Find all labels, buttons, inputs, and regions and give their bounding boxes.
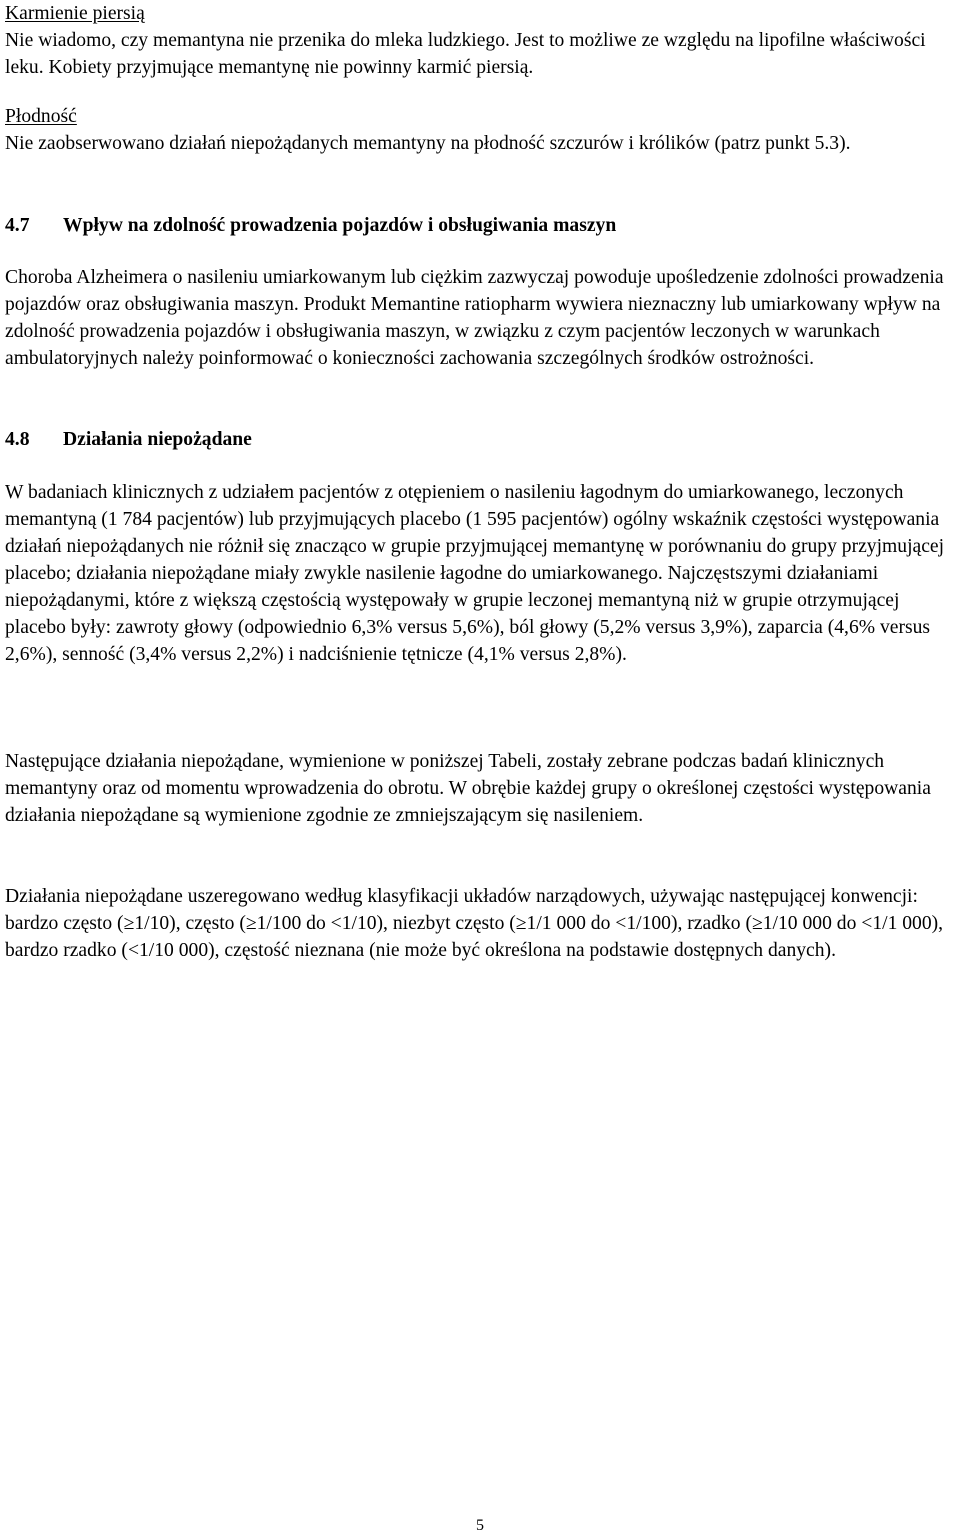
breastfeeding-section: [5, 0, 957, 81]
section-4-8-paragraph-3: Działania niepożądane uszeregowano według klasyfikacji układów narządowych, używając następującej konwencji: bardzo często (≥1/10), często (≥1/100 do <1/10), niezbyt często (≥1/1 000 do <1/100), rzadko (≥1/10 000 do <1/1 000), bardzo rzadko (<1/10 000), częstość nieznana (nie może być określona na podstawie dostępnych danych).: [5, 886, 944, 961]
section-4-8-heading: [5, 426, 252, 453]
breastfeeding-text: Nie wiadomo, czy memantyna nie przenika do mleka ludzkiego. Jest to możliwe ze względu na lipofilne właściwości leku. Kobiety przyjmujące memantynę nie powinny karmić piersią.: [5, 30, 926, 78]
section-4-7-heading: [5, 212, 616, 239]
section-4-7-number: 4.7: [5, 215, 30, 236]
fertility-heading: Płodność: [5, 106, 77, 127]
section-4-8-title: Działania niepożądane: [63, 429, 252, 450]
section-4-7-title: Wpływ na zdolność prowadzenia pojazdów i obsługiwania maszyn: [63, 215, 617, 236]
fertility-text: Nie zaobserwowano działań niepożądanych memantyny na płodność szczurów i królików (patrz punkt 5.3).: [5, 133, 851, 154]
section-4-7-paragraph: Choroba Alzheimera o nasileniu umiarkowanym lub ciężkim zazwyczaj powoduje upośledzenie zdolności prowadzenia pojazdów oraz obsługiwania maszyn. Produkt Memantine ratiopharm wywiera nieznaczny lub umiarkowany wpływ na zdolność prowadzenia pojazdów i obsługiwania maszyn, w związku z czym pacjentów leczonych w warunkach ambulatoryjnych należy poinformować o konieczności zachowania szczególnych środków ostrożności.: [5, 267, 944, 369]
section-4-8-paragraph-2: Następujące działania niepożądane, wymienione w poniższej Tabeli, zostały zebrane podczas badań klinicznych memantyny oraz od momentu wprowadzenia do obrotu. W obrębie każdej grupy o określonej częstości występowania działania niepożądane są wymienione zgodnie ze zmniejszającym się nasileniem.: [5, 751, 931, 826]
fertility-section: [5, 103, 957, 157]
breastfeeding-heading: Karmienie piersią: [5, 3, 145, 24]
section-4-8-paragraph-1: W badaniach klinicznych z udziałem pacjentów z otępieniem o nasileniu łagodnym do umiarkowanego, leczonych memantyną (1 784 pacjentów) lub przyjmujących placebo (1 595 pacjentów) ogólny wskaźnik częstości występowania działań niepożądanych nie różnił się znacząco w grupie przyjmującej memantynę w porównaniu do grupy przyjmującej placebo; działania niepożądane miały zwykle nasilenie łagodne do umiarkowanego. Najczęstszymi działaniami niepożądanymi, które z większą częstością występowały w grupie leczonej memantyną niż w grupie otrzymującej placebo były: zawroty głowy (odpowiednio 6,3% versus 5,6%), ból głowy (5,2% versus 3,9%), zaparcia (4,6% versus 2,6%), senność (3,4% versus 2,2%) i nadciśnienie tętnicze (4,1% versus 2,8%).: [5, 482, 945, 665]
page-number: 5: [476, 1517, 484, 1534]
section-4-8-number: 4.8: [5, 429, 30, 450]
